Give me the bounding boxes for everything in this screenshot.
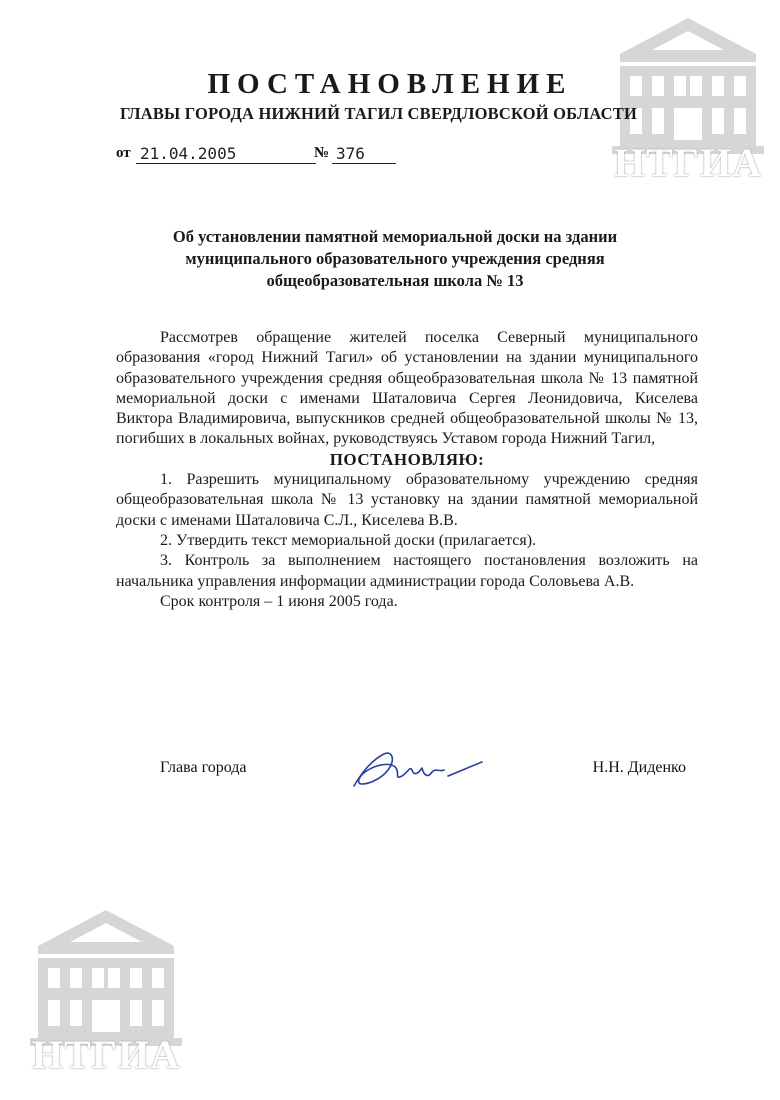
preamble-paragraph: Рассмотрев обращение жителей поселка Северный муниципального образования «город Нижний Тагил» об установлении на здании муниципального образовательного учреждения средняя общеобразовательная школа № 13 памятной мемориальной доски с именами Шаталовича Сергея Леонидовича, Киселева Виктора Владимировича, выпускников средней общеобразовательной школы № 13, погибших в локальных войнах, руководствуясь Уставом города Нижний Тагил, — [116, 329, 698, 448]
document-title: ПОСТАНОВЛЕНИЕ — [207, 68, 573, 100]
number-value: 376 — [332, 144, 396, 164]
document-body — [116, 328, 698, 612]
signatory-name: Н.Н. Диденко — [592, 759, 686, 776]
watermark-text: НТГИА — [613, 140, 763, 185]
building-icon — [30, 906, 182, 1046]
document-subtitle: ГЛАВЫ ГОРОДА НИЖНИЙ ТАГИЛ СВЕРДЛОВСКОЙ ОБЛАСТИ — [120, 104, 637, 123]
decree-point: 2. Утвердить текст мемориальной доски (прилагается). — [160, 531, 537, 549]
decree-word: ПОСТАНОВЛЯЮ: — [329, 449, 485, 469]
archive-watermark-bottom — [30, 906, 182, 1078]
watermark-text: НТГИА — [31, 1032, 181, 1077]
signature-block — [116, 752, 698, 802]
heading-line: общеобразовательная школа № 13 — [266, 271, 524, 290]
date-label: от — [116, 145, 131, 161]
heading-line: муниципального образовательного учреждения средняя — [185, 249, 605, 268]
decree-point: 1. Разрешить муниципальному образовательному учреждению средняя общеобразовательная школа № 13 установку на здании памятной мемориальной доски с именами Шаталовича С.Л., Киселева В.В. — [116, 471, 698, 529]
document-heading — [140, 226, 650, 292]
number-label: № — [314, 145, 330, 161]
heading-line: Об установлении памятной мемориальной доски на здании — [172, 227, 618, 246]
handwritten-signature — [348, 746, 488, 796]
date-value: 21.04.2005 — [136, 144, 316, 164]
decree-point: 3. Контроль за выполнением настоящего постановления возложить на начальника управления информации администрации города Соловьева А.В. — [116, 552, 698, 590]
signatory-title: Глава города — [160, 759, 247, 776]
deadline-paragraph: Срок контроля – 1 июня 2005 года. — [160, 592, 398, 610]
